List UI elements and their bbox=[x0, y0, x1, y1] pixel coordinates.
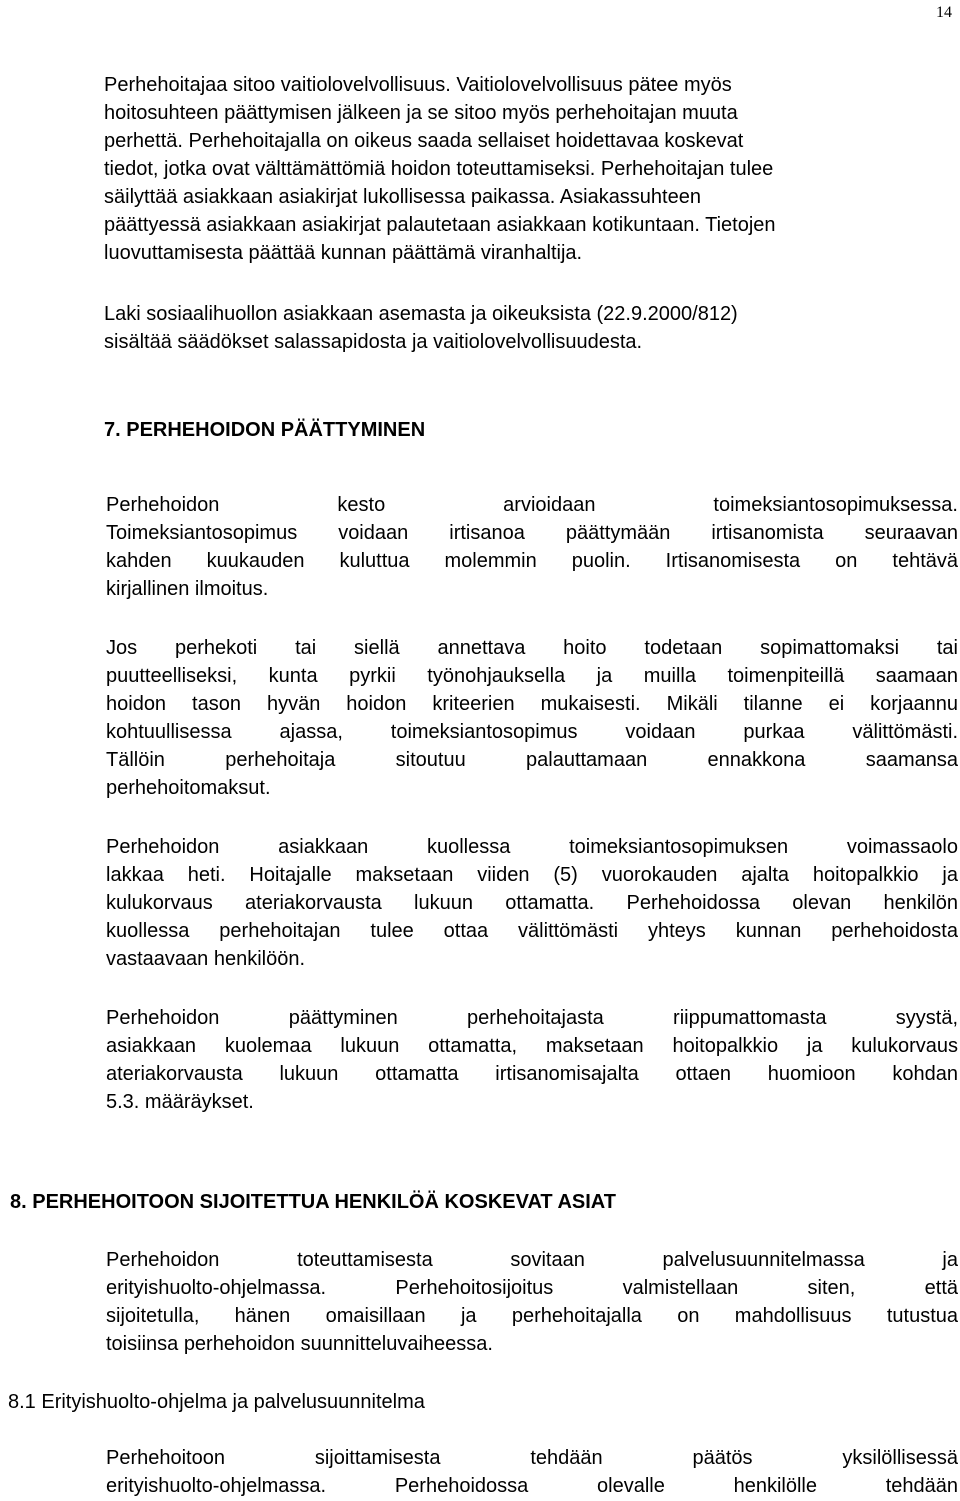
text-line: vastaavaan henkilöön. bbox=[106, 948, 306, 970]
section-7-paragraph-1 bbox=[106, 491, 958, 603]
text-line: kuollessa perhehoitajan tulee ottaa välittömästi yhteys kunnan perhehoidosta bbox=[106, 920, 958, 942]
text-line: Perhehoidon kesto arvioidaan toimeksiantosopimuksessa. bbox=[106, 494, 958, 516]
section-8-paragraph-1 bbox=[106, 1246, 958, 1358]
text-line: erityishuolto-ohjelmassa. Perhehoitosijoitus valmistellaan siten, että bbox=[106, 1277, 958, 1299]
text-line: perhehoitomaksut. bbox=[106, 777, 271, 799]
text-line: erityishuolto-ohjelmassa. Perhehoidossa olevalle henkilölle tehdään bbox=[106, 1475, 958, 1497]
subsection-8-1-heading: 8.1 Erityishuolto-ohjelma ja palvelusuunnitelma bbox=[8, 1391, 425, 1413]
text-line: puutteelliseksi, kunta pyrkii työnohjauksella ja muilla toimenpiteillä saamaan bbox=[106, 665, 958, 687]
text-line: Perhehoitoon sijoittamisesta tehdään päätös yksilöllisessä bbox=[106, 1447, 958, 1469]
text-line: Perhehoitajaa sitoo vaitiolovelvollisuus. Vaitiolovelvollisuus pätee myös bbox=[104, 74, 732, 96]
text-line: ateriakorvausta lukuun ottamatta irtisanomisajalta ottaen huomioon kohdan bbox=[106, 1063, 958, 1085]
text-line: kirjallinen ilmoitus. bbox=[106, 578, 269, 600]
text-line: Toimeksiantosopimus voidaan irtisanoa päättymään irtisanomista seuraavan bbox=[106, 522, 958, 544]
confidentiality-paragraph bbox=[104, 71, 934, 267]
text-line: hoidon tason hyvän hoidon kriteerien mukaisesti. Mikäli tilanne ei korjaannu bbox=[106, 693, 958, 715]
text-line: säilyttää asiakkaan asiakirjat lukollisessa paikassa. Asiakassuhteen bbox=[104, 186, 701, 208]
text-line: luovuttamisesta päättää kunnan päättämä viranhaltija. bbox=[104, 242, 583, 264]
text-line: toisiinsa perhehoidon suunnitteluvaiheessa. bbox=[106, 1333, 493, 1355]
text-line: kahden kuukauden kuluttua molemmin puolin. Irtisanomisesta on tehtävä bbox=[106, 550, 958, 572]
text-line: kulukorvaus ateriakorvausta lukuun ottamatta. Perhehoidossa olevan henkilön bbox=[106, 892, 958, 914]
page-number: 14 bbox=[936, 4, 952, 21]
section-7-heading: 7. PERHEHOIDON PÄÄTTYMINEN bbox=[104, 419, 426, 441]
subsection-8-1-paragraph bbox=[106, 1444, 958, 1500]
text-line: 5.3. määräykset. bbox=[106, 1091, 254, 1113]
text-line: hoitosuhteen päättymisen jälkeen ja se sitoo myös perhehoitajan muuta bbox=[104, 102, 738, 124]
text-line: Laki sosiaalihuollon asiakkaan asemasta ja oikeuksista (22.9.2000/812) bbox=[104, 303, 738, 325]
text-line: Perhehoidon päättyminen perhehoitajasta riippumattomasta syystä, bbox=[106, 1007, 958, 1029]
text-line: Tällöin perhehoitaja sitoutuu palauttamaan ennakkona saamansa bbox=[106, 749, 958, 771]
text-line: sisältää säädökset salassapidosta ja vaitiolovelvollisuudesta. bbox=[104, 331, 643, 353]
text-line: Perhehoidon toteuttamisesta sovitaan palvelusuunnitelmassa ja bbox=[106, 1249, 958, 1271]
law-reference-paragraph bbox=[104, 300, 934, 356]
text-line: kohtuullisessa ajassa, toimeksiantosopimus voidaan purkaa välittömästi. bbox=[106, 721, 958, 743]
section-8-heading: 8. PERHEHOITOON SIJOITETTUA HENKILÖÄ KOSKEVAT ASIAT bbox=[10, 1191, 616, 1213]
text-line: päättyessä asiakkaan asiakirjat palautetaan asiakkaan kotikuntaan. Tietojen bbox=[104, 214, 776, 236]
text-line: perhettä. Perhehoitajalla on oikeus saada sellaiset hoidettavaa koskevat bbox=[104, 130, 744, 152]
text-line: sijoitetulla, hänen omaisillaan ja perhehoitajalla on mahdollisuus tutustua bbox=[106, 1305, 958, 1327]
text-line: Perhehoidon asiakkaan kuollessa toimeksiantosopimuksen voimassaolo bbox=[106, 836, 958, 858]
section-7-paragraph-2 bbox=[106, 634, 958, 802]
section-7-paragraph-4 bbox=[106, 1004, 958, 1116]
text-line: lakkaa heti. Hoitajalle maksetaan viiden (5) vuorokauden ajalta hoitopalkkio ja bbox=[106, 864, 958, 886]
text-line: tiedot, jotka ovat välttämättömiä hoidon toteuttamiseksi. Perhehoitajan tulee bbox=[104, 158, 774, 180]
section-7-paragraph-3 bbox=[106, 833, 958, 973]
text-line: asiakkaan kuolemaa lukuun ottamatta, maksetaan hoitopalkkio ja kulukorvaus bbox=[106, 1035, 958, 1057]
text-line: Jos perhekoti tai siellä annettava hoito todetaan sopimattomaksi tai bbox=[106, 637, 958, 659]
